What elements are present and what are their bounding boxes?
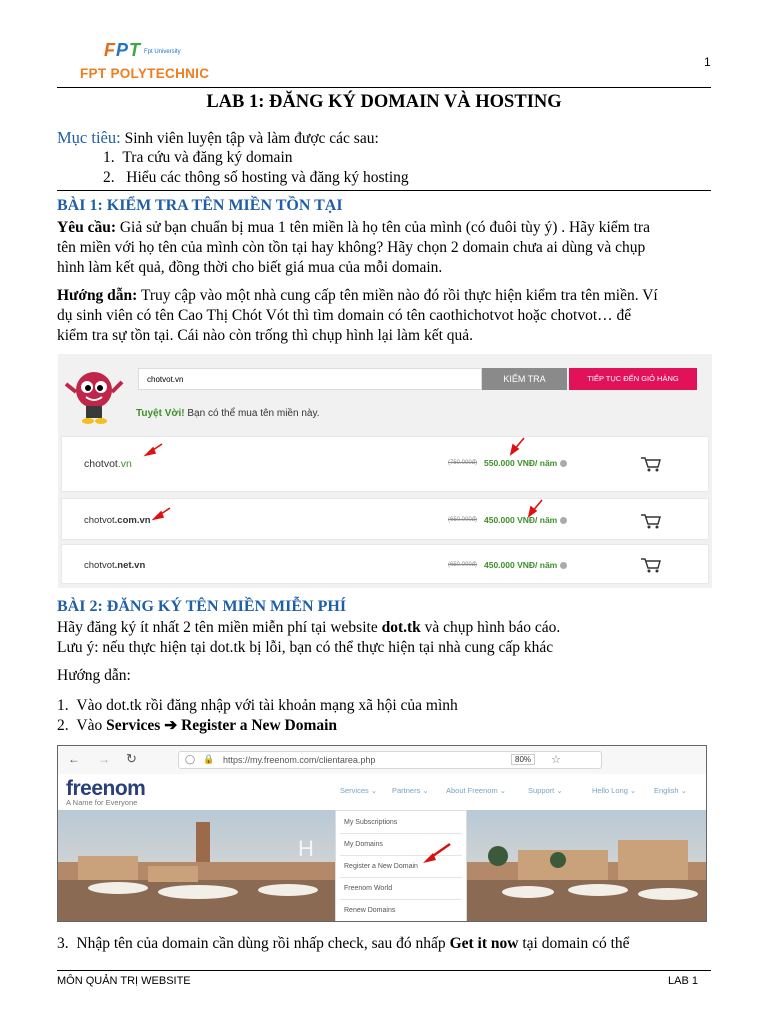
step-number: 3. <box>57 935 69 952</box>
step-register: Register a New Domain <box>181 717 338 734</box>
freenom-brand[interactable]: freenom <box>66 777 146 800</box>
red-arrow-annotation <box>420 841 454 867</box>
bai2-heading: BÀI 2: ĐĂNG KÝ TÊN MIỀN MIỄN PHÍ <box>57 598 347 615</box>
objectives-intro: Sinh viên luyện tập và làm được các sau: <box>120 130 379 147</box>
domain-search-input[interactable]: chotvot.vn <box>138 368 482 390</box>
bai1-guide-line: kiểm tra sự tồn tại. Cái nào còn trống thì chụp hình lại làm kết quả. <box>57 327 474 344</box>
bai2-note: Lưu ý: nếu thực hiện tại dot.tk bị lỗi, bạn có thể thực hiện tại nhà cung cấp khác <box>57 639 554 656</box>
page-title: LAB 1: ĐĂNG KÝ DOMAIN VÀ HOSTING <box>206 92 562 112</box>
nav-partners[interactable]: Partners ⌄ <box>392 786 429 795</box>
zoom-level[interactable]: 80% <box>511 754 535 765</box>
check-domain-button[interactable]: KIỂM TRA <box>482 368 567 390</box>
objective-number: 2. <box>103 169 115 186</box>
step-get-it-now: Get it now <box>449 935 519 952</box>
availability-text: Bạn có thể mua tên miền này. <box>184 408 320 419</box>
bai2-instruction-text: Hãy đăng ký ít nhất 2 tên miền miễn phí tại website <box>57 619 382 636</box>
bai1-guide-label: Hướng dẫn: <box>57 287 138 304</box>
objectives-line <box>57 128 379 149</box>
menu-my-subscriptions[interactable]: My Subscriptions <box>344 819 398 826</box>
step-text: Vào dot.tk rồi đăng nhập với tài khoản mạng xã hội của mình <box>76 697 458 714</box>
objective-item <box>103 148 293 168</box>
bai1-requirement-line: hình làm kết quả, đồng thời cho biết giá mua của mỗi domain. <box>57 259 443 276</box>
reload-icon[interactable]: ↻ <box>126 751 137 766</box>
bookmark-icon[interactable]: ☆ <box>551 754 561 766</box>
objective-text: Tra cứu và đăng ký domain <box>122 149 293 166</box>
header-rule <box>57 87 711 88</box>
bai1-guide-line <box>57 286 658 306</box>
availability-great: Tuyệt Vời! <box>136 408 185 419</box>
old-price: (750.000đ) <box>448 460 478 466</box>
bai2-step <box>57 696 458 716</box>
footer-lab: LAB 1 <box>668 975 698 987</box>
step-text: Vào <box>76 717 107 734</box>
fpt-logo <box>58 36 234 84</box>
step-services: Services <box>106 717 161 734</box>
menu-freenom-world[interactable]: Freenom World <box>344 885 393 892</box>
bai1-requirement-text: Giả sử bạn chuẩn bị mua 1 tên miền là họ tên của mình (có đuôi tùy ý) . Hãy kiểm tra <box>115 219 650 236</box>
url-text: https://my.freenom.com/clientarea.php <box>223 755 376 765</box>
bai1-requirement-line <box>57 218 650 238</box>
logo-letter: F <box>104 40 116 60</box>
objective-item <box>103 168 409 188</box>
menu-separator <box>340 899 462 900</box>
step-number: 1. <box>57 697 69 714</box>
lock-icon: 🔒 <box>203 754 215 764</box>
logo-fpt-text <box>104 40 141 61</box>
logo-polytechnic-text: FPT POLYTECHNIC <box>80 66 210 81</box>
logo-fpt-letters <box>104 40 141 60</box>
menu-register-new-domain[interactable]: Register a New Domain <box>344 863 418 870</box>
domain-extension: .net.vn <box>114 560 146 571</box>
price-text: 450.000 VNĐ/ năm <box>484 560 558 570</box>
shield-icon: ◯ <box>185 754 196 764</box>
bai2-step <box>57 716 337 736</box>
logo-letter: T <box>129 40 142 60</box>
objective-number: 1. <box>103 149 115 166</box>
bai2-step <box>57 934 630 954</box>
freenom-tagline: A Name for Everyone <box>66 798 138 807</box>
bai2-guide-label: Hướng dẫn: <box>57 667 131 684</box>
old-price: (650.000đ) <box>448 517 478 523</box>
bai1-guide-text: Truy cập vào một nhà cung cấp tên miền nào đó rồi thực hiện kiểm tra tên miền. Ví <box>137 287 658 304</box>
step-text: tại domain có thể <box>518 935 630 952</box>
domain-base: chotvot <box>84 560 115 571</box>
price-text: 550.000 VNĐ/ năm <box>484 458 558 468</box>
services-dropdown <box>335 810 467 922</box>
domain-base: chotvot <box>84 458 118 470</box>
bai1-heading: BÀI 1: KIỂM TRA TÊN MIỀN TỒN TẠI <box>57 197 343 214</box>
freenom-navbar <box>58 774 706 810</box>
nav-services[interactable]: Services ⌄ <box>340 786 378 795</box>
banner-text: H <box>298 836 314 861</box>
page-number: 1 <box>704 55 711 69</box>
price-text: 450.000 VNĐ/ năm <box>484 515 558 525</box>
logo-letter: P <box>116 40 130 60</box>
freenom-screenshot <box>57 745 707 922</box>
step-number: 2. <box>57 717 69 734</box>
menu-separator <box>340 877 462 878</box>
bai2-website: dot.tk <box>381 619 421 636</box>
footer-course: MÔN QUẢN TRỊ WEBSITE <box>57 975 191 987</box>
menu-my-domains[interactable]: My Domains <box>344 841 383 848</box>
domain-extension: .vn <box>117 458 132 470</box>
section-rule <box>57 190 711 191</box>
nav-user[interactable]: Hello Long ⌄ <box>592 786 637 795</box>
domain-base: chotvot <box>84 515 115 526</box>
nav-support[interactable]: Support ⌄ <box>528 786 563 795</box>
domain-extension: .com.vn <box>114 515 151 526</box>
bai1-requirement-line: tên miền với họ tên của mình còn tồn tại hay không? Hãy chọn 2 domain chưa ai dùng và chụp <box>57 239 646 256</box>
objective-text: Hiểu các thông số hosting và đăng ký hosting <box>126 169 409 186</box>
nav-about[interactable]: About Freenom ⌄ <box>446 786 507 795</box>
menu-separator <box>340 833 462 834</box>
forward-icon[interactable]: → <box>98 752 110 766</box>
step-text: Nhập tên của domain cần dùng rồi nhấp check, sau đó nhấp <box>76 935 450 952</box>
go-to-cart-button[interactable]: TIẾP TỤC ĐẾN GIỎ HÀNG <box>569 368 697 390</box>
browser-toolbar <box>58 746 706 775</box>
bai2-instruction-text: và chụp hình báo cáo. <box>420 619 561 636</box>
bai1-guide-line: dụ sinh viên có tên Cao Thị Chót Vót thì tìm domain có tên caothichotvot hoặc chotvot… để <box>57 307 632 324</box>
arrow-right-icon: ➔ <box>160 717 182 734</box>
nav-language[interactable]: English ⌄ <box>654 786 687 795</box>
annotation-arrows <box>58 354 712 588</box>
footer-rule <box>57 970 711 971</box>
address-bar[interactable] <box>178 751 602 769</box>
domain-check-screenshot <box>58 354 712 588</box>
old-price: (650.000đ) <box>448 562 478 568</box>
menu-renew-domains[interactable]: Renew Domains <box>344 907 396 914</box>
logo-university-text: Fpt University <box>144 49 181 55</box>
bai1-requirement-label: Yêu cầu: <box>57 219 116 236</box>
back-icon[interactable]: ← <box>68 752 80 766</box>
objectives-label: Mục tiêu: <box>57 128 121 147</box>
bai2-instruction <box>57 618 560 638</box>
